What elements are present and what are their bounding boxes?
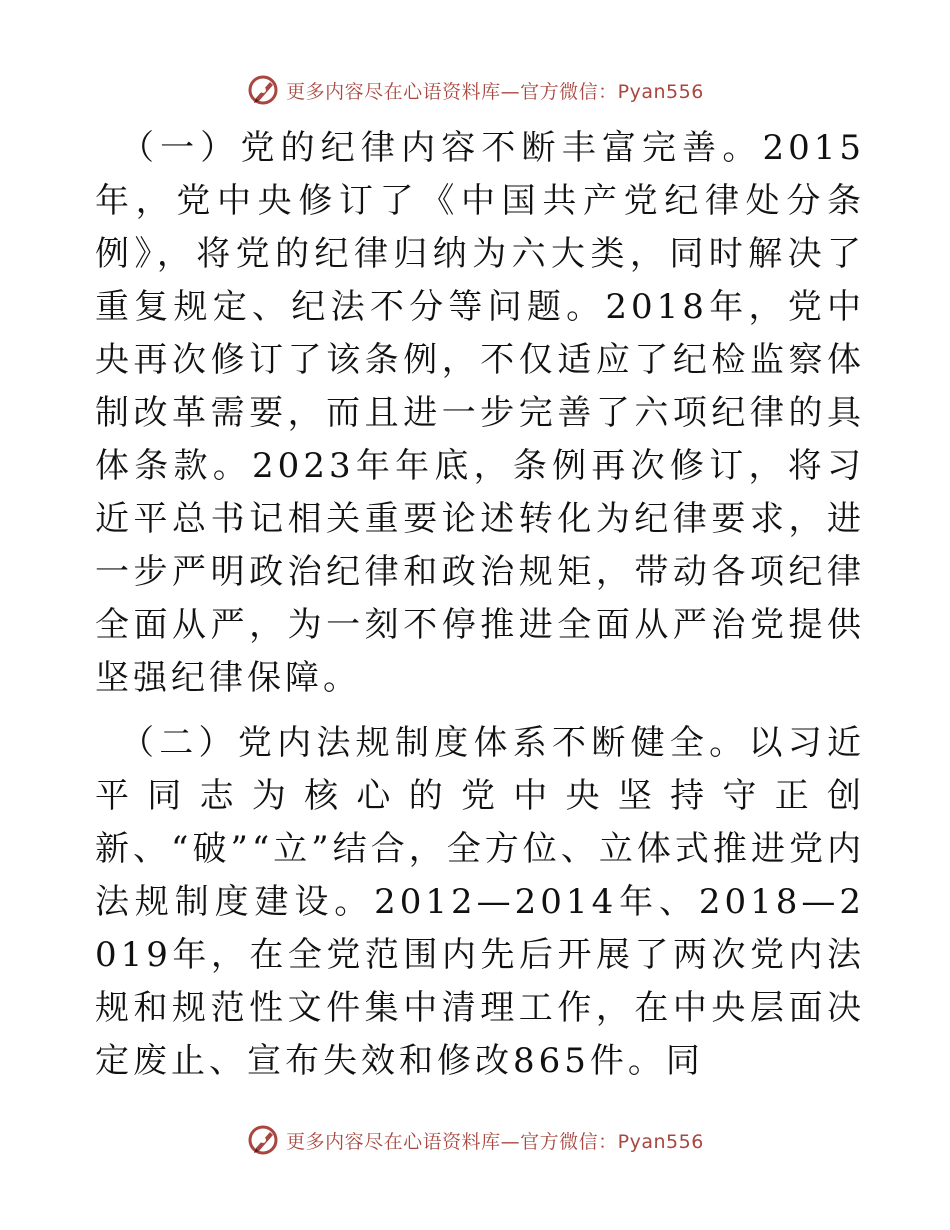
paragraph-discipline: （一）党的纪律内容不断丰富完善。2015年，党中央修订了《中国共产党纪律处分条例》，将党的纪律归纳为六大类，同时解决了重复规定、纪法不分等问题。2018年，党中央再次修订了该条例，不仅适应了纪检监察体制改革需要，而且进一步完善了六项纪律的具体条款。2023年年底，条例再次修订，将习近平总书记相关重要论述转化为纪律要求，进一步严明政治纪律和政治规矩，带动各项纪律全面从严，为一刻不停推进全面从严治党提供坚强纪律保障。 [95,128,865,698]
pen-logo-icon [246,73,280,107]
footer-text: 更多内容尽在心语资料库—官方微信：Pyan556 [286,1130,704,1153]
header-text: 更多内容尽在心语资料库—官方微信：Pyan556 [286,80,704,103]
page-header [0,70,950,110]
page-footer [0,1120,950,1160]
paragraph-regulations: （二）党内法规制度体系不断健全。以习近平同志为核心的党中央坚持守正创新、“破”“立”结合，全方位、立体式推进党内法规制度建设。2012—2014年、2018—2019年，在全党范围内先后开展了两次党内法规和规范性文件集中清理工作，在中央层面决定废止、宣布失效和修改865件。同 [95,723,865,1081]
pen-logo-icon [246,1123,280,1157]
document-body [95,122,865,1088]
